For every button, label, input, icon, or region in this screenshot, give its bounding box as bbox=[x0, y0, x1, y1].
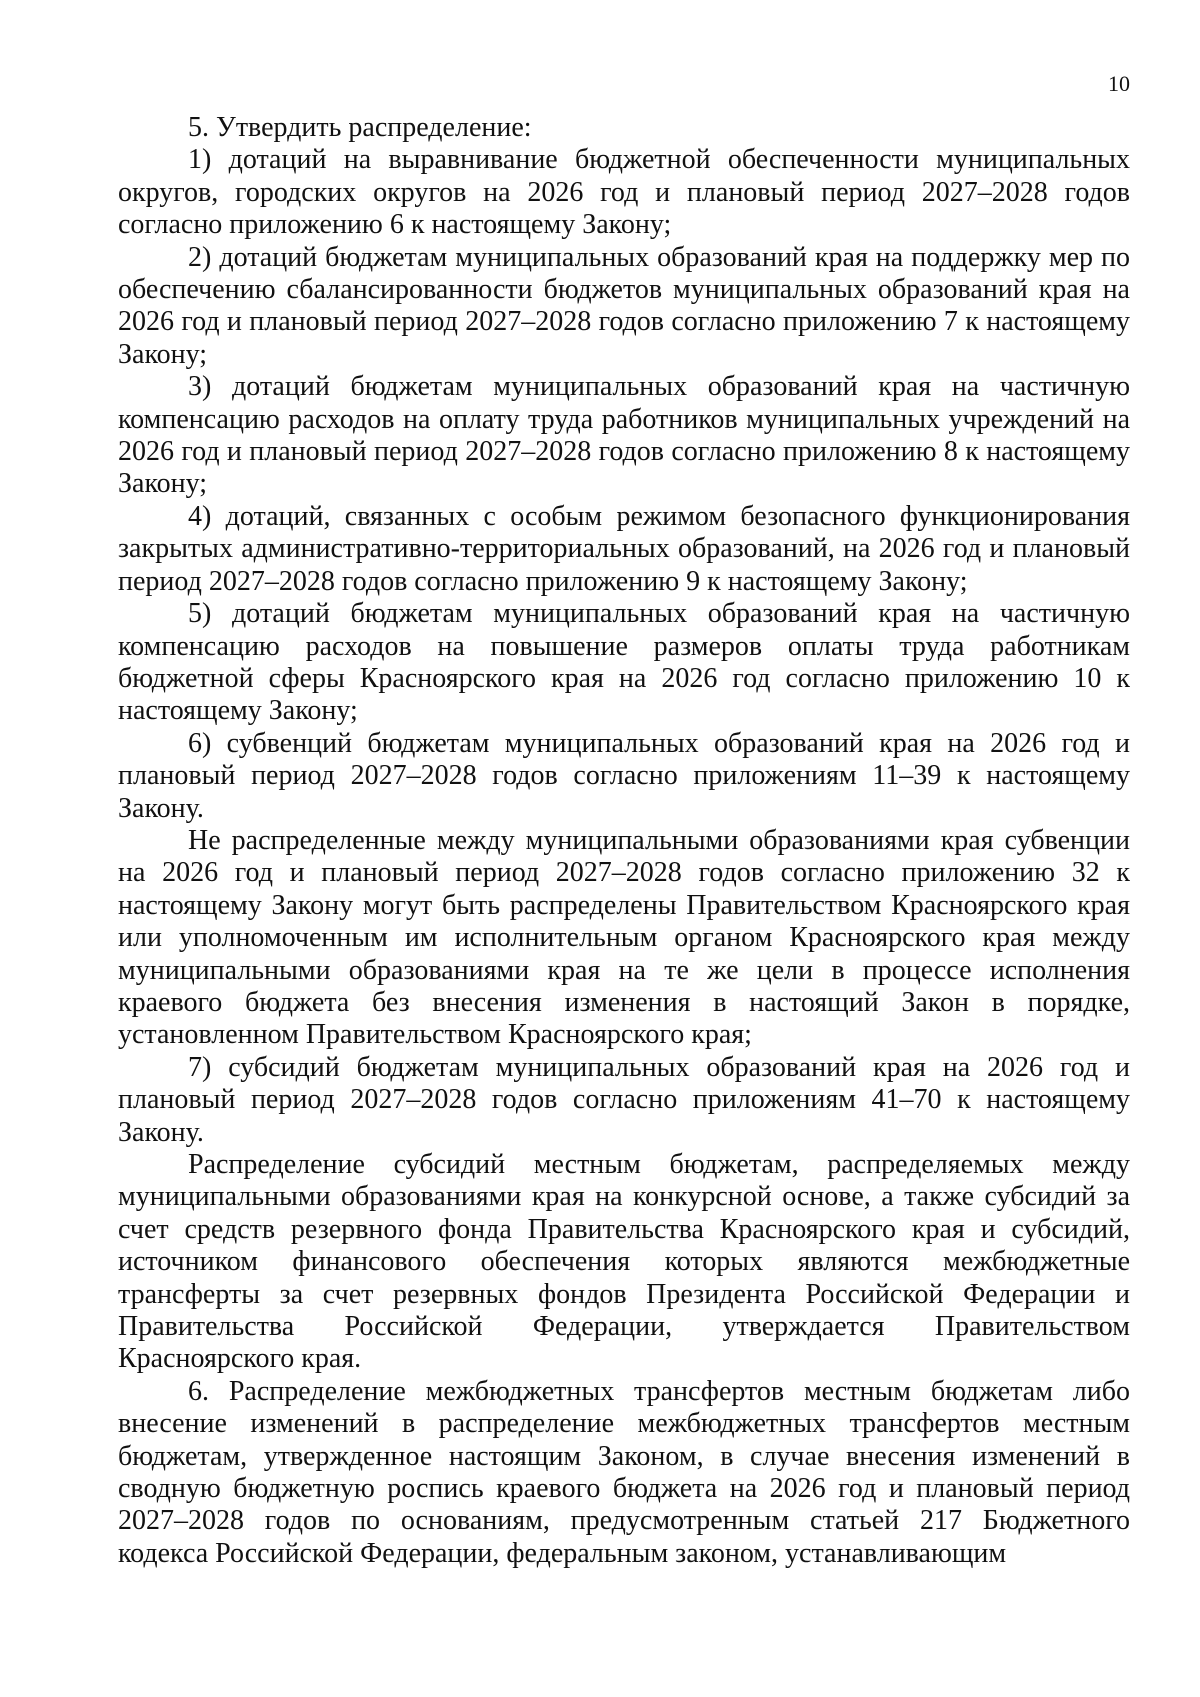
paragraph-subsidy-distribution: Распределение субсидий местным бюджетам, распределяемых между муниципальными образованиями края на конкурсной основе, а также субсидий за счет средств резервного фонда Правительства Красноярского края и субсидий, источником финансового обеспечения которых являются межбюджетные трансферты за счет резервных фондов Президента Российской Федерации и Правительства Российской Федерации, утверждается Правительством Красноярского края. bbox=[118, 1149, 1130, 1375]
paragraph-undistributed-subventions: Не распределенные между муниципальными образованиями края субвенции на 2026 год и плановый период 2027–2028 годов согласно приложению 32 к настоящему Закону могут быть распределены Правительством Красноярского края или уполномоченным им исполнительным органом Красноярского края между муниципальными образованиями края на те же цели в процессе исполнения краевого бюджета без внесения изменения в настоящий Закон в порядке, установленном Правительством Красноярского края; bbox=[118, 824, 1130, 1051]
paragraph-subitem-7: 7) субсидий бюджетам муниципальных образований края на 2026 год и плановый период 2027–2028 годов согласно приложениям 41–70 к настоящему Закону. bbox=[118, 1051, 1130, 1148]
paragraph-subitem-5: 5) дотаций бюджетам муниципальных образований края на частичную компенсацию расходов на повышение размеров оплаты труда работникам бюджетной сферы Красноярского края на 2026 год согласно приложению 10 к настоящему Закону; bbox=[118, 598, 1130, 727]
paragraph-subitem-1: 1) дотаций на выравнивание бюджетной обеспеченности муниципальных округов, городских округов на 2026 год и плановый период 2027–2028 годов согласно приложению 6 к настоящему Закону; bbox=[118, 144, 1130, 241]
paragraph-item-6: 6. Распределение межбюджетных трансфертов местным бюджетам либо внесение изменений в распределение межбюджетных трансфертов местным бюджетам, утвержденное настоящим Законом, в случае внесения изменений в сводную бюджетную роспись краевого бюджета на 2026 год и плановый период 2027–2028 годов по основаниям, предусмотренным статьей 217 Бюджетного кодекса Российской Федерации, федеральным законом, устанавливающим bbox=[118, 1375, 1130, 1569]
paragraph-subitem-3: 3) дотаций бюджетам муниципальных образований края на частичную компенсацию расходов на оплату труда работников муниципальных учреждений на 2026 год и плановый период 2027–2028 годов согласно приложению 8 к настоящему Закону; bbox=[118, 371, 1130, 500]
page-number: 10 bbox=[1108, 71, 1130, 96]
paragraph-subitem-2: 2) дотаций бюджетам муниципальных образований края на поддержку мер по обеспечению сбалансированности бюджетов муниципальных образований края на 2026 год и плановый период 2027–2028 годов согласно приложению 7 к настоящему Закону; bbox=[118, 241, 1130, 370]
paragraph-subitem-6: 6) субвенций бюджетам муниципальных образований края на 2026 год и плановый период 2027–2028 годов согласно приложениям 11–39 к настоящему Закону. bbox=[118, 727, 1130, 824]
paragraph-subitem-4: 4) дотаций, связанных с особым режимом безопасного функционирования закрытых административно-территориальных образований, на 2026 год и плановый период 2027–2028 годов согласно приложению 9 к настоящему Закону; bbox=[118, 500, 1130, 597]
document-page bbox=[118, 70, 1130, 1570]
paragraph-item-5-heading: 5. Утвердить распределение: bbox=[188, 112, 532, 143]
